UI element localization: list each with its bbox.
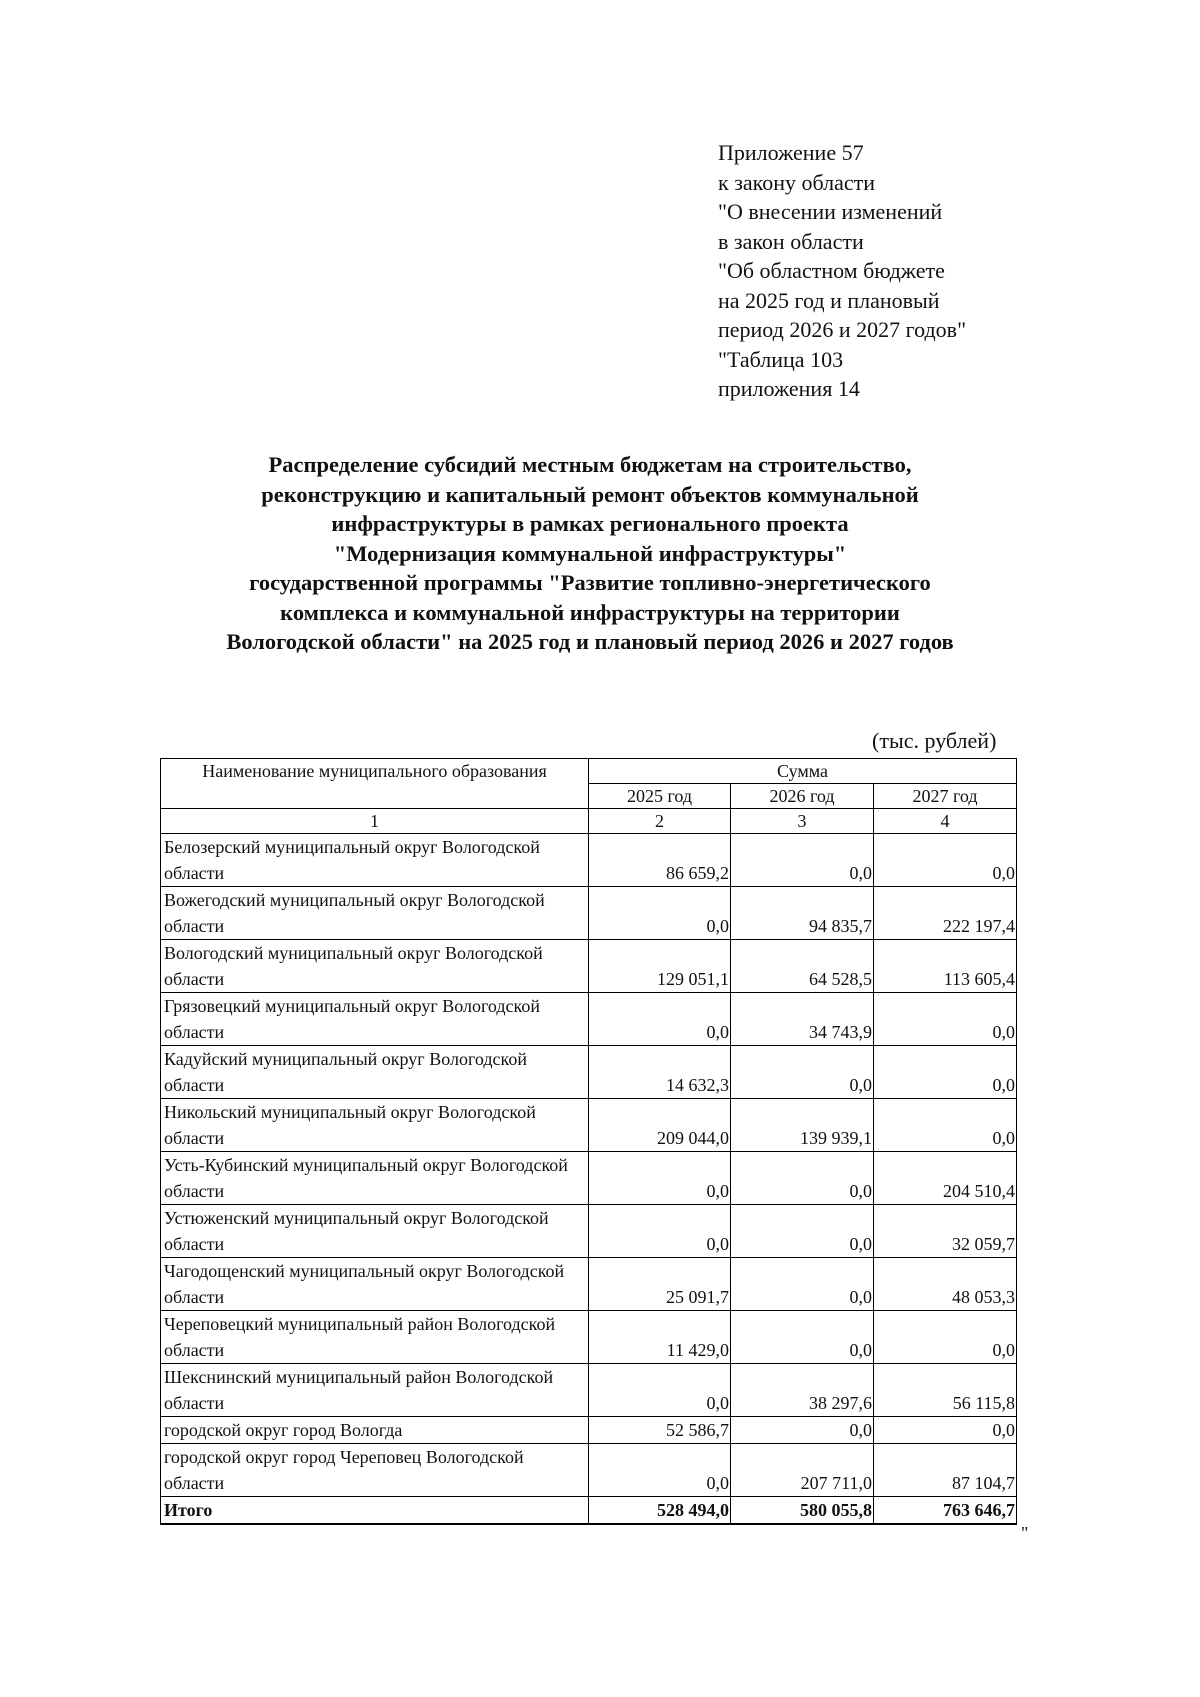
col-number: 4 (874, 809, 1017, 834)
municipality-name: Белозерский муниципальный округ Вологодской области (161, 834, 589, 887)
value-2027: 87 104,7 (874, 1444, 1017, 1497)
municipality-name: Грязовецкий муниципальный округ Вологодской области (161, 993, 589, 1046)
value-2025: 86 659,2 (589, 834, 731, 887)
value-2025: 209 044,0 (589, 1099, 731, 1152)
title-line: комплекса и коммунальной инфраструктуры на территории (280, 599, 900, 625)
table-row (161, 887, 1017, 940)
value-2027: 0,0 (874, 993, 1017, 1046)
table-row (161, 1417, 1017, 1444)
value-2027: 48 053,3 (874, 1258, 1017, 1311)
value-2027: 0,0 (874, 1417, 1017, 1444)
value-2026: 0,0 (731, 1417, 874, 1444)
value-2025: 0,0 (589, 993, 731, 1046)
annex-line: в закон области (718, 228, 864, 254)
header-year-2026: 2026 год (731, 784, 874, 809)
value-2025: 0,0 (589, 887, 731, 940)
value-2026: 0,0 (731, 1046, 874, 1099)
table-row (161, 993, 1017, 1046)
table-row (161, 1444, 1017, 1497)
value-2026: 139 939,1 (731, 1099, 874, 1152)
value-2026: 0,0 (731, 1152, 874, 1205)
municipality-name: Череповецкий муниципальный район Вологодской области (161, 1311, 589, 1364)
value-2026: 64 528,5 (731, 940, 874, 993)
value-2025: 14 632,3 (589, 1046, 731, 1099)
table-row (161, 1364, 1017, 1417)
table-row (161, 1046, 1017, 1099)
value-2027: 0,0 (874, 1046, 1017, 1099)
value-2026: 38 297,6 (731, 1364, 874, 1417)
total-2027: 763 646,7 (874, 1497, 1017, 1525)
closing-quote: " (1021, 1523, 1029, 1543)
table-row (161, 940, 1017, 993)
annex-line: "О внесении изменений (718, 199, 943, 224)
value-2027: 113 605,4 (874, 940, 1017, 993)
municipality-name: городской округ город Череповец Вологодской области (161, 1444, 589, 1497)
municipality-name: Шекснинский муниципальный район Вологодской области (161, 1364, 589, 1417)
table-row (161, 1205, 1017, 1258)
value-2027: 0,0 (874, 834, 1017, 887)
municipality-name: Вожегодский муниципальный округ Вологодской области (161, 887, 589, 940)
total-2026: 580 055,8 (731, 1497, 874, 1525)
table-row (161, 834, 1017, 887)
value-2026: 0,0 (731, 1205, 874, 1258)
annex-line: период 2026 и 2027 годов" (718, 317, 967, 342)
annex-line: Приложение 57 (718, 140, 864, 165)
annex-line: "Об областном бюджете (718, 258, 945, 283)
annex-line: приложения 14 (718, 376, 860, 401)
title-line: Распределение субсидий местным бюджетам на строительство, (268, 452, 912, 477)
document-title (150, 450, 1030, 657)
table-row (161, 1311, 1017, 1364)
value-2025: 0,0 (589, 1152, 731, 1205)
col-number: 3 (731, 809, 874, 834)
value-2025: 11 429,0 (589, 1311, 731, 1364)
value-2027: 204 510,4 (874, 1152, 1017, 1205)
total-row (161, 1497, 1017, 1525)
units-label: (тыс. рублей) (872, 728, 997, 753)
municipality-name: Вологодский муниципальный округ Вологодской области (161, 940, 589, 993)
municipality-name: городской округ город Вологда (161, 1417, 589, 1444)
col-number: 1 (161, 809, 589, 834)
value-2025: 0,0 (589, 1364, 731, 1417)
value-2026: 0,0 (731, 1258, 874, 1311)
municipality-name: Никольский муниципальный округ Вологодской области (161, 1099, 589, 1152)
total-label: Итого (161, 1497, 589, 1525)
title-line: "Модернизация коммунальной инфраструктуры" (333, 540, 847, 566)
value-2025: 52 586,7 (589, 1417, 731, 1444)
municipality-name: Усть-Кубинский муниципальный округ Вологодской области (161, 1152, 589, 1205)
header-sum: Сумма (589, 759, 1017, 784)
value-2027: 0,0 (874, 1099, 1017, 1152)
title-line: Вологодской области" на 2025 год и плановый период 2026 и 2027 годов (226, 629, 954, 654)
total-2025: 528 494,0 (589, 1497, 731, 1525)
value-2027: 56 115,8 (874, 1364, 1017, 1417)
title-line: инфраструктуры в рамках регионального проекта (331, 511, 849, 536)
table-row (161, 1258, 1017, 1311)
value-2027: 222 197,4 (874, 887, 1017, 940)
municipality-name: Чагодощенский муниципальный округ Вологодской области (161, 1258, 589, 1311)
value-2025: 129 051,1 (589, 940, 731, 993)
value-2026: 207 711,0 (731, 1444, 874, 1497)
value-2026: 94 835,7 (731, 887, 874, 940)
municipality-name: Устюженский муниципальный округ Вологодской области (161, 1205, 589, 1258)
subsidy-table (160, 758, 1017, 1525)
annex-line: к закону области (718, 169, 876, 195)
value-2025: 0,0 (589, 1444, 731, 1497)
value-2025: 0,0 (589, 1205, 731, 1258)
annex-line: "Таблица 103 (718, 346, 844, 372)
header-name: Наименование муниципального образования (161, 759, 589, 809)
table-row (161, 1152, 1017, 1205)
col-number: 2 (589, 809, 731, 834)
value-2027: 0,0 (874, 1311, 1017, 1364)
title-line: реконструкцию и капитальный ремонт объектов коммунальной (261, 481, 919, 507)
title-line: государственной программы "Развитие топливно-энергетического (249, 570, 931, 595)
value-2026: 0,0 (731, 1311, 874, 1364)
municipality-name: Кадуйский муниципальный округ Вологодской области (161, 1046, 589, 1099)
header-year-2027: 2027 год (874, 784, 1017, 809)
annex-block (718, 138, 966, 404)
value-2027: 32 059,7 (874, 1205, 1017, 1258)
annex-line: на 2025 год и плановый (718, 287, 940, 313)
table-row (161, 1099, 1017, 1152)
header-year-2025: 2025 год (589, 784, 731, 809)
value-2026: 34 743,9 (731, 993, 874, 1046)
value-2026: 0,0 (731, 834, 874, 887)
value-2025: 25 091,7 (589, 1258, 731, 1311)
